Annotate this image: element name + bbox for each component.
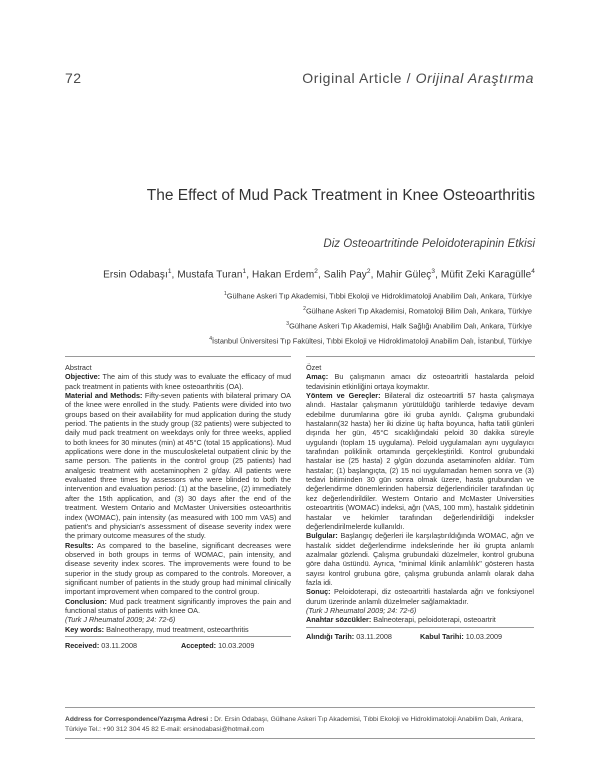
results-label: Results:	[65, 540, 94, 550]
affiliation-mark: 1	[224, 291, 227, 297]
correspondence-label: Address for Correspondence/Yazışma Adresi :	[65, 716, 213, 723]
sonuc-paragraph	[306, 587, 534, 606]
amac-label: Amaç:	[306, 372, 329, 382]
author-name: Mahir Güleç	[376, 269, 432, 281]
conclusion-label: Conclusion:	[65, 596, 107, 606]
article-type-tr: Orijinal Araştırma	[415, 70, 534, 86]
methods-paragraph	[65, 391, 291, 541]
kabul-date	[420, 632, 502, 641]
accepted-label: Accepted:	[181, 640, 217, 650]
dates-rule-tr	[306, 627, 534, 628]
dates-line-tr	[306, 632, 534, 641]
accepted-date	[181, 641, 254, 650]
kabul-value: 10.03.2009	[465, 631, 503, 641]
affiliation	[0, 291, 532, 300]
citation: (Turk J Rheumatol 2009; 24: 72-6)	[65, 615, 176, 625]
citation-tr: (Turk J Rheumatol 2009; 24: 72-6)	[306, 605, 417, 615]
affiliation-text: Gülhane Askeri Tıp Akademisi, Tıbbi Ekoloji ve Hidroklimatoloji Anabilim Dalı, Ankara, Türkiye	[226, 291, 532, 301]
objective-paragraph	[65, 372, 291, 391]
yontem-paragraph	[306, 391, 534, 531]
article-type-header	[302, 70, 534, 86]
anahtar-label: Anahtar sözcükler:	[306, 615, 372, 625]
abstract-turkish	[306, 363, 534, 641]
alindigi-label: Alındığı Tarih:	[306, 631, 355, 641]
affiliation-text: İstanbul Üniversitesi Tıp Fakültesi, Tıbbi Ekoloji ve Hidroklimatoloji Anabilim Dalı, İstanbul, Türkiye	[212, 336, 532, 346]
objective-text: The aim of this study was to evaluate the efficacy of mud pack treatment in patients with knee osteoarthritis (OA).	[65, 372, 292, 391]
affiliation-text: Gülhane Askeri Tıp Akademisi, Halk Sağlığı Anabilim Dalı, Ankara, Türkiye	[289, 321, 532, 331]
abstract-heading: Abstract	[65, 363, 92, 372]
article-type-en: Original Article	[302, 70, 403, 86]
affiliation-mark: 2	[303, 306, 306, 312]
correspondence-address	[65, 715, 535, 735]
anahtar-line	[306, 615, 534, 624]
correspondence-text: Dr. Ersin Odabaşı, Gülhane Askeri Tıp Akademisi, Tıbbi Ekoloji ve Hidroklimatoloji Anabilim Dalı, Ankara, Türkiye Tel.: +90 312 304 45 82 E-mail: ersinodabasi@hotmail.com	[65, 716, 524, 733]
keywords-label: Key words:	[65, 624, 105, 634]
bulgular-paragraph	[306, 531, 534, 587]
methods-text: Fifty-seven patients with bilateral primary OA of the knee were enrolled in the study. Patients were divided into two groups based on their availability for mud application during the study period. The patients in the study group (32 patients) were subjected to daily mud pack treatment on weekdays only for three weeks, applied to both knees for 30 minutes (min) at 45°C (total 15 applications). Mud applications were done in the musculoskeletal outpatient clinic by the same person. The patients in the control group (25 patients) had analgesic treatment with acetaminophen 2 g/day. All patients were evaluated three times by assessors who were blinded to both the intervention and evaluation period: (1) at the baseline, (2) immediately after the 15th application, and (3) 30 days after the end of the treatment. Western Ontario and McMaster Universities osteoarthritis index (WOMAC), pain intensity (as measured with 100 mm VAS) and patient's and physician's assessment of disease severity index were the primary outcome measures of the study.	[65, 391, 291, 541]
conclusion-paragraph	[65, 597, 291, 616]
author-name: Müfit Zeki Karagülle	[440, 269, 532, 281]
affiliation	[0, 306, 532, 315]
dates-line	[65, 641, 291, 650]
yontem-text: Bilateral diz osteoartritli 57 hasta çalışmaya alındı. Hastalar çalışmanın yürütüldüğü tarihlerde tedaviye devam edebilme durumlarına göre iki gruba ayrıldı. Çalışma grubundaki hastaların(32 hasta) her iki dizine üç hafta boyunca, hafta tatili günleri dışında her gün, 45°C sıcaklığındaki peloid 30 dakika süreyle uygulandı (toplam 15 uygulama). Peloid uygulamaları aynı uygulayıcı tarafından poliklinik ortamında gerçekleştirildi. Kontrol grubundaki hastalar ise (25 hasta) 2 g/gün dozunda asetaminofen aldılar. Tüm hastalar; (1) başlangıçta, (2) 15 nci uygulamadan hemen sonra ve (3) tedavi bitiminden 30 gün sonra olmak üzere, hasta grubundan ve değerlendirme dönemlerinden habersiz değerlendiriciler tarafından üç kez değerlendirildiler. Western Ontario and McMaster Universities osteoartritis (WOMAC) indeksi, ağrı (VAS, 100 mm), hastalık şiddetinin hastalar ve hekimler tarafından değerlendirildiği indeksler değerlendirilmelerde kullanıldı.	[306, 391, 534, 531]
author-affiliation-mark: 1	[242, 268, 247, 275]
abstract-english	[65, 363, 291, 650]
footer-bottom-rule	[65, 738, 535, 739]
affiliation-mark: 3	[286, 321, 290, 327]
keywords-text: Balneotherapy, mud treatment, osteoarthritis	[106, 624, 249, 634]
article-title: The Effect of Mud Pack Treatment in Knee Osteoarthritis	[146, 187, 535, 204]
received-value: 03.11.2008	[101, 640, 138, 650]
methods-label: Material and Methods:	[65, 391, 143, 401]
amac-paragraph	[306, 372, 534, 391]
accepted-value: 10.03.2009	[218, 640, 255, 650]
affiliation-mark: 4	[209, 336, 213, 342]
received-label: Received:	[65, 640, 100, 650]
sonuc-label: Sonuç:	[306, 587, 331, 597]
author-affiliation-mark: 4	[531, 268, 535, 275]
affiliation	[0, 321, 532, 330]
received-date	[65, 641, 181, 650]
affiliation	[0, 336, 532, 345]
dates-rule	[65, 636, 291, 637]
alindigi-date	[306, 632, 420, 641]
keywords-line	[65, 625, 291, 634]
footer-rule	[65, 707, 535, 708]
article-type-separator: /	[406, 70, 412, 86]
page-number: 72	[65, 70, 82, 86]
ozet-heading: Özet	[306, 363, 322, 372]
bulgular-text: Başlangıç değerleri ile karşılaştırıldığında WOMAC, ağrı ve hastalık siddet değerlendirme indekslerinde her iki grupta anlamlı azalmalar gözlendi. Çalışma grubundaki düzelmeler, kontrol grubuna göre daha üstündü. Ayrıca, "minimal klinik anlamlılık" gösteren hasta sayısı kontrol grubuna göre, çalışma grubunda anlamlı olarak daha fazla idi.	[306, 531, 534, 587]
author-list: Ersin Odabaşı$^1$, Mustafa Turan$^1$, Hakan Erdem$^2$, Salih Pay$^2$, Mahir Güleç$^3$, Müfit Zeki Karagülle$^4$	[103, 268, 535, 281]
results-paragraph	[65, 541, 291, 597]
affiliation-text: Gülhane Askeri Tıp Akademisi, Romatoloji Bilim Dalı, Ankara, Türkiye	[305, 306, 532, 316]
conclusion-text: Mud pack treatment significantly improves the pain and functional status of patients with knee OA.	[65, 596, 291, 615]
author-affiliation-mark: 1	[167, 268, 172, 275]
author-name: Mustafa Turan	[177, 269, 243, 281]
abstract-top-rule-left	[65, 356, 291, 357]
author-affiliation-mark: 2	[366, 268, 371, 275]
results-text: As compared to the baseline, significant decreases were observed in both groups in terms of WOMAC, pain intensity, and disease severity index scores. The improvements were found to be superior in the study group as compared to the controls. Moreover, a significant number of patients in the study group had minimal clinically important improvement when compared to the control group.	[65, 540, 291, 597]
kabul-label: Kabul Tarihi:	[420, 631, 464, 641]
author-name: Hakan Erdem	[252, 269, 315, 281]
anahtar-text: Balneoterapi, peloidoterapi, osteoartrit	[373, 615, 496, 625]
article-subtitle: Diz Osteoartritinde Peloidoterapinin Etkisi	[323, 238, 535, 250]
amac-text: Bu çalışmanın amacı diz osteoartritli hastalarda peloid tedavisinin etkinliğini ortaya koymaktır.	[306, 372, 535, 391]
author-affiliation-mark: 3	[431, 268, 436, 275]
objective-label: Objective:	[65, 372, 101, 382]
author-affiliation-mark: 2	[314, 268, 318, 275]
yontem-label: Yöntem ve Gereçler:	[306, 391, 381, 401]
abstract-top-rule-right	[306, 356, 535, 357]
sonuc-text: Peloidoterapi, diz osteoartritli hastalarda ağrı ve fonksiyonel durum üzerinde anlamlı düzelmeler sağlamaktadır.	[306, 587, 534, 606]
author-name: Salih Pay	[323, 269, 367, 281]
bulgular-label: Bulgular:	[306, 531, 338, 541]
alindigi-value: 03.11.2008	[356, 631, 392, 641]
author-name: Ersin Odabaşı	[103, 269, 168, 281]
